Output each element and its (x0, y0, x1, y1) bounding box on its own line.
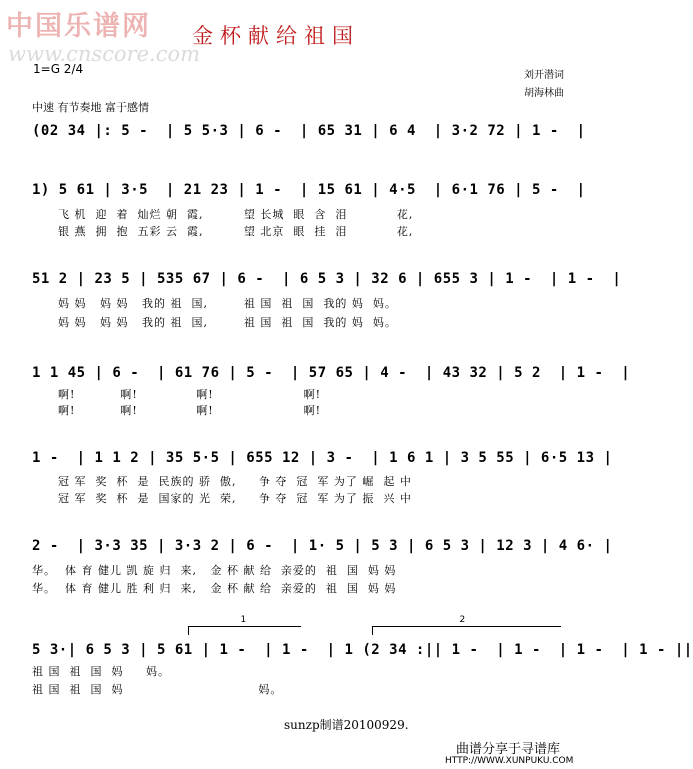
first-ending-number: 1 (240, 615, 247, 625)
watermark-url: www.cnscore.com (8, 42, 201, 66)
lyric-verse-2: 啊! 啊! 啊! 啊! (58, 404, 322, 417)
watermark-site-name: 中国乐谱网 (6, 11, 151, 42)
score-line-7: 5 3·| 6 5 3 | 5 61 | 1 - | 1 - | 1 (2 34 :|| 1 - | 1 - | 1 - | 1 - || (32, 642, 693, 658)
score-line-3: 51 2 | 23 5 | 535 67 | 6 - | 6 5 3 | 32 6 | 655 3 | 1 - | 1 - | (32, 271, 622, 287)
song-title: 金杯献给祖国 (192, 24, 360, 48)
second-ending-bracket (372, 615, 561, 635)
key-signature: 1=G 2/4 (33, 62, 84, 76)
tempo-marking: 中速 有节奏地 富于感情 (32, 101, 149, 114)
score-line-1: (02 34 |: 5 - | 5 5·3 | 6 - | 65 31 | 6 4 | 3·2 72 | 1 - | (32, 123, 586, 139)
first-ending-bracket (188, 615, 301, 635)
lyric-verse-2: 祖 国 祖 国 妈 妈。 (32, 683, 283, 696)
lyric-verse-1: 华。 体 育 健儿 凯 旋 归 来, 金 杯 献 给 亲爱的 祖 国 妈 妈 (32, 564, 397, 577)
lyric-verse-1: 妈 妈 妈 妈 我的 祖 国, 祖 国 祖 国 我的 妈 妈。 (58, 297, 397, 310)
transcriber-credit: sunzp制谱20100929. (284, 718, 409, 732)
second-ending-number: 2 (459, 615, 466, 625)
score-line-5: 1 - | 1 1 2 | 35 5·5 | 655 12 | 3 - | 1 6 1 | 3 5 55 | 6·5 13 | (32, 450, 613, 466)
score-line-6: 2 - | 3·3 35 | 3·3 2 | 6 - | 1· 5 | 5 3 | 6 5 3 | 12 3 | 4 6· | (32, 538, 613, 554)
lyric-verse-1: 飞 机 迎 着 灿烂 朝 霞, 望 长城 眼 含 泪 花, (58, 208, 414, 221)
footer-url[interactable]: HTTP://WWW.XUNPUKU.COM (445, 756, 574, 766)
lyricist-credit: 刘开潜词 (524, 70, 564, 81)
footer-source-text: 曲谱分享于寻谱库 (456, 742, 561, 757)
composer-credit: 胡海林曲 (524, 88, 564, 99)
lyric-verse-2: 妈 妈 妈 妈 我的 祖 国, 祖 国 祖 国 我的 妈 妈。 (58, 316, 397, 329)
lyric-verse-2: 冠 军 奖 杯 是 国家的 光 荣, 争 夺 冠 军 为了 振 兴 中 (58, 492, 412, 505)
lyric-verse-1: 冠 军 奖 杯 是 民族的 骄 傲, 争 夺 冠 军 为了 崛 起 中 (58, 475, 412, 488)
score-line-2: 1) 5 61 | 3·5 | 21 23 | 1 - | 15 61 | 4·5 | 6·1 76 | 5 - | (32, 182, 586, 198)
lyric-verse-2: 银 燕 拥 抱 五彩 云 霞, 望 北京 眼 挂 泪 花, (58, 225, 414, 238)
lyric-verse-1: 啊! 啊! 啊! 啊! (58, 388, 322, 401)
lyric-verse-2: 华。 体 育 健儿 胜 利 归 来, 金 杯 献 给 亲爱的 祖 国 妈 妈 (32, 582, 397, 595)
score-line-4: 1 1 45 | 6 - | 61 76 | 5 - | 57 65 | 4 - | 43 32 | 5 2 | 1 - | (32, 365, 631, 381)
lyric-verse-1: 祖 国 祖 国 妈 妈。 (32, 665, 170, 678)
